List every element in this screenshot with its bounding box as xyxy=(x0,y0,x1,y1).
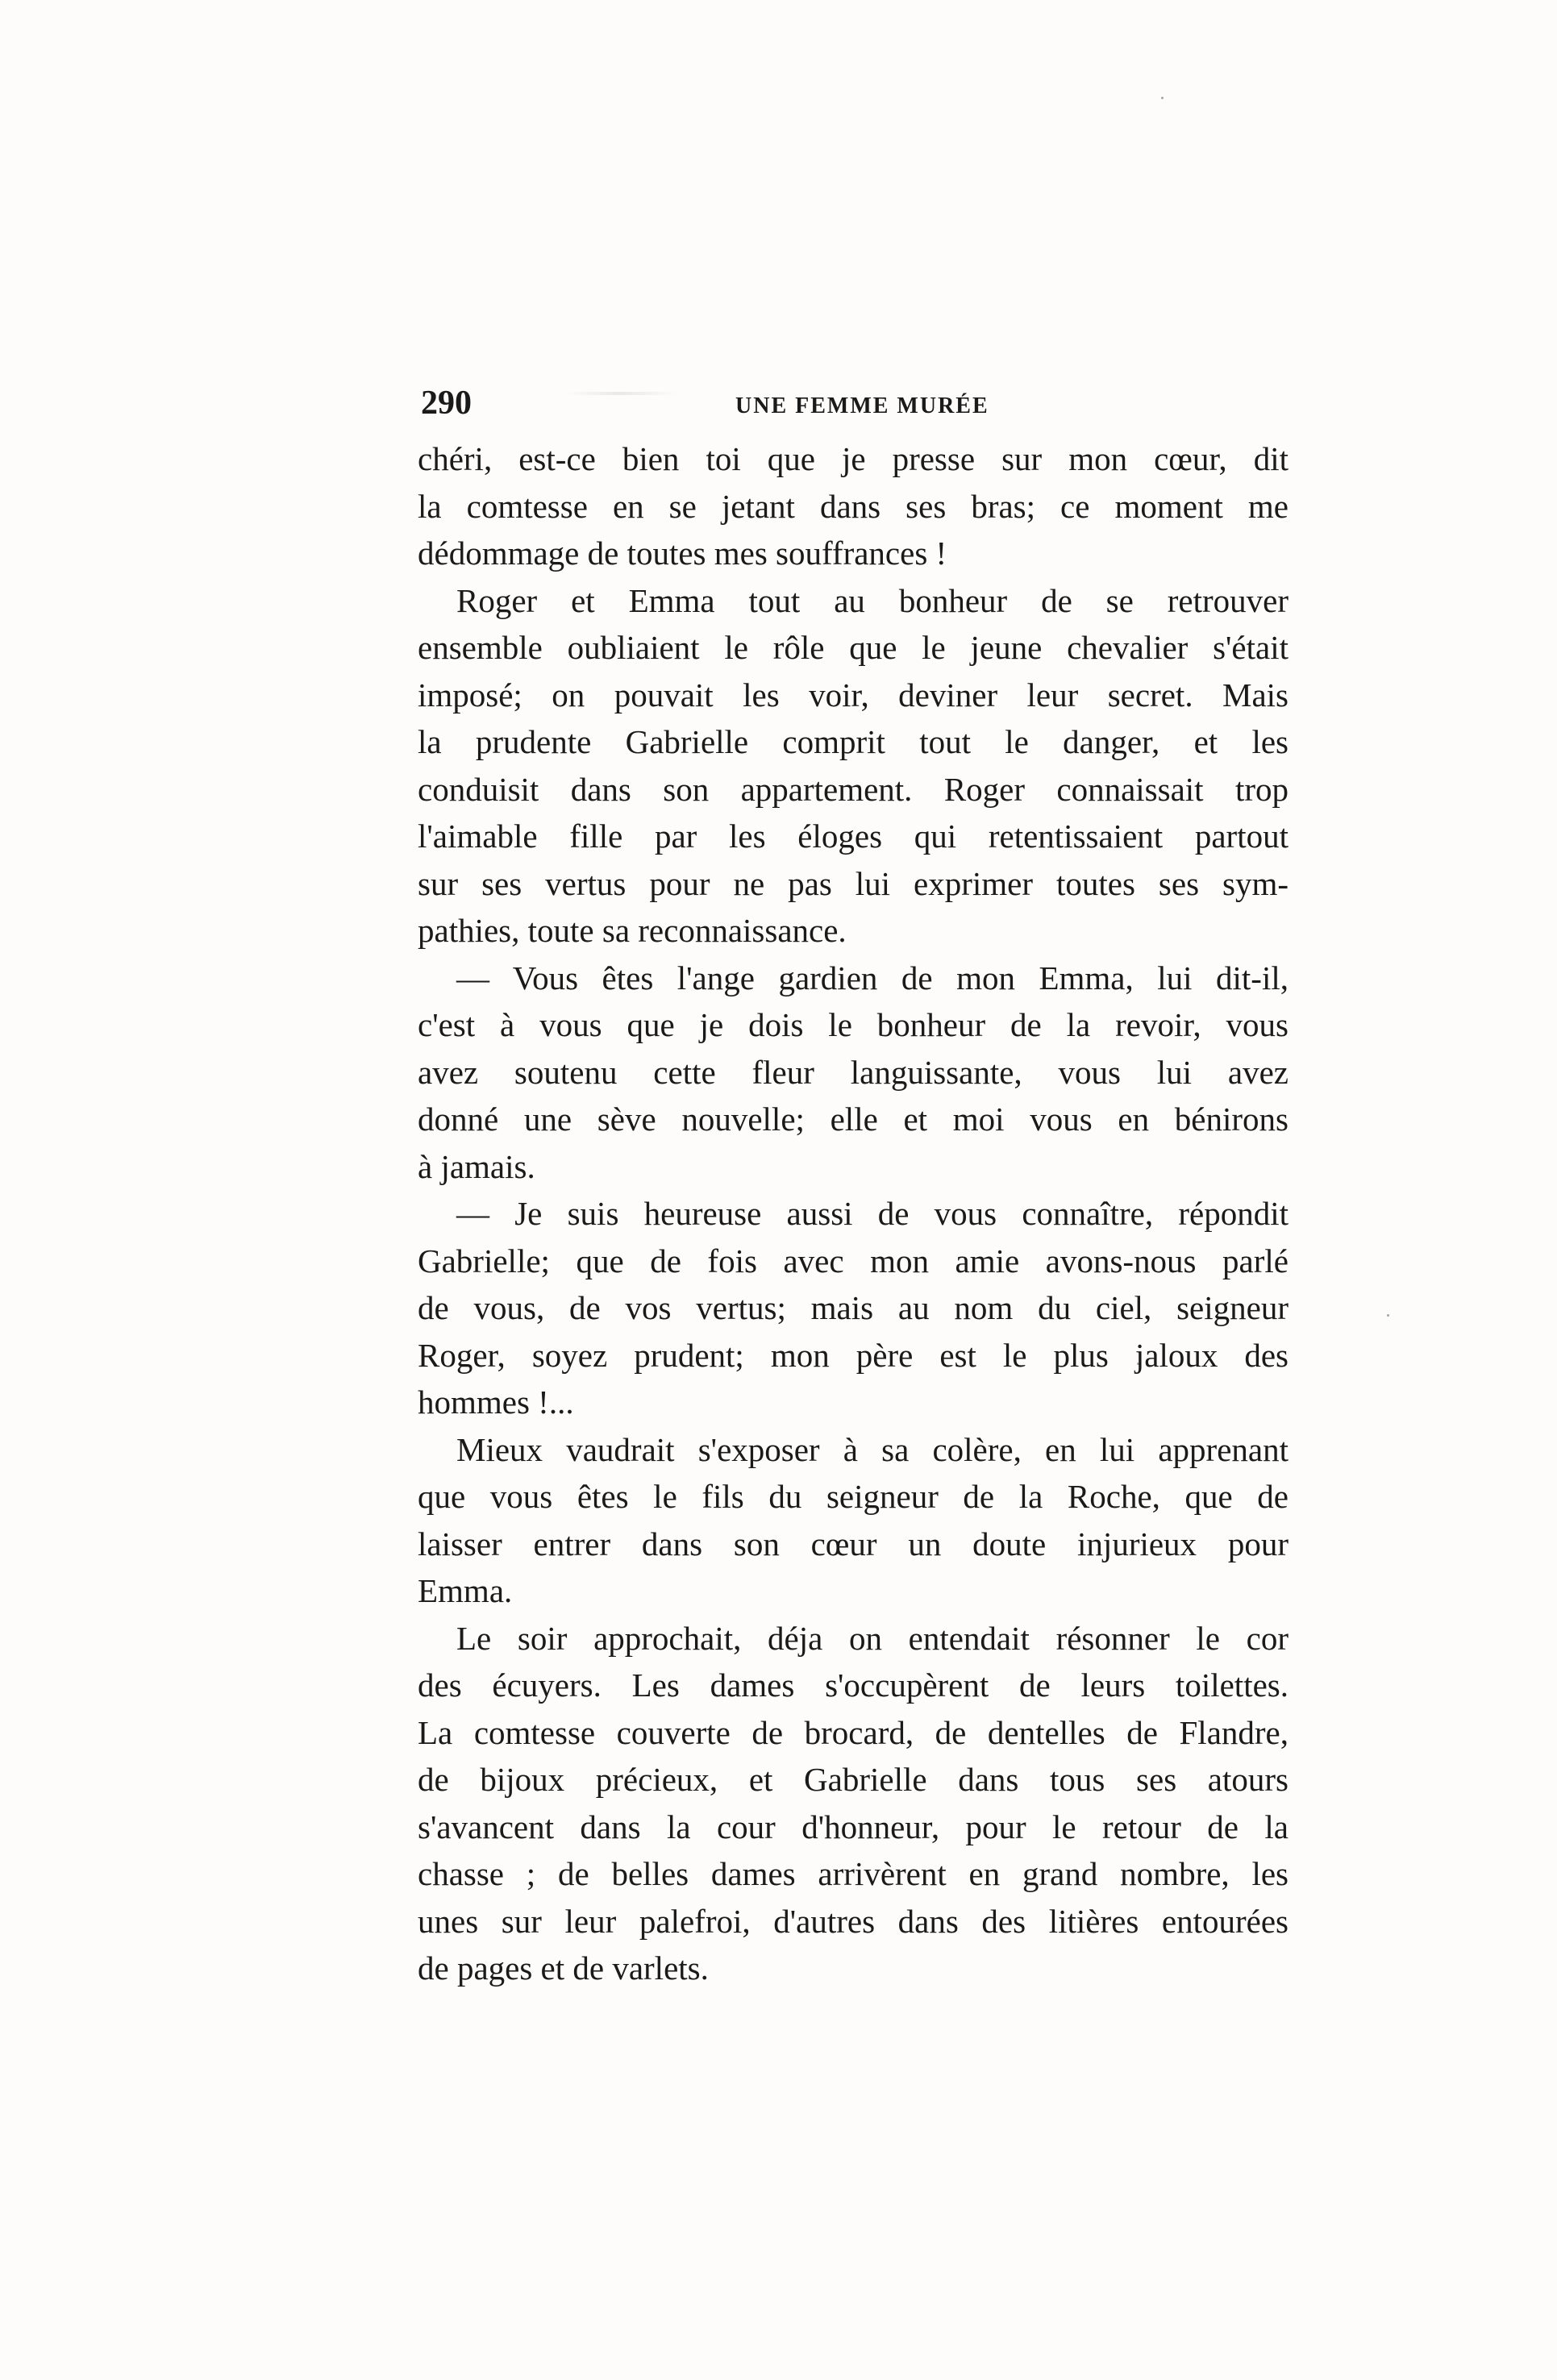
text-line: c'est à vous que je dois le bonheur de la revoir, vous xyxy=(418,1006,1288,1043)
text-line: s'avancent dans la cour d'honneur, pour le retour de la xyxy=(418,1808,1288,1845)
text-line: donné une sève nouvelle; elle et moi vous en bénirons xyxy=(418,1101,1288,1138)
text-line: de pages et de varlets. xyxy=(418,1949,709,1987)
text-line: Le soir approchait, déja on entendait résonner le cor xyxy=(456,1619,1288,1657)
text-line: — Je suis heureuse aussi de vous connaître, répondit xyxy=(456,1195,1288,1232)
text-line: Roger, soyez prudent; mon père est le plus jaloux des xyxy=(418,1336,1288,1374)
page-number: 290 xyxy=(421,385,472,422)
text-line: ensemble oubliaient le rôle que le jeune chevalier s'était xyxy=(418,629,1288,666)
text-line: de bijoux précieux, et Gabrielle dans tous ses atours xyxy=(418,1761,1288,1798)
text-line: que vous êtes le fils du seigneur de la Roche, que de xyxy=(418,1478,1288,1515)
text-line: la comtesse en se jetant dans ses bras; ce moment me xyxy=(418,487,1288,525)
text-line: avez soutenu cette fleur languissante, vous lui avez xyxy=(418,1053,1288,1091)
text-line: Gabrielle; que de fois avec mon amie avons-nous parlé xyxy=(418,1242,1288,1279)
text-line: pathies, toute sa reconnaissance. xyxy=(418,912,847,949)
text-line: Emma. xyxy=(418,1572,513,1609)
text-line: de vous, de vos vertus; mais au nom du ciel, seigneur xyxy=(418,1289,1288,1326)
text-line: des écuyers. Les dames s'occupèrent de leurs toilettes. xyxy=(418,1666,1288,1704)
text-line: sur ses vertus pour ne pas lui exprimer toutes ses sym- xyxy=(418,864,1288,902)
text-line: dédommage de toutes mes souffrances ! xyxy=(418,535,947,572)
text-line: — Vous êtes l'ange gardien de mon Emma, lui dit-il, xyxy=(456,959,1288,997)
text-line: chéri, est-ce bien toi que je presse sur mon cœur, dit xyxy=(418,440,1288,477)
text-line: Mieux vaudrait s'exposer à sa colère, en lui apprenant xyxy=(456,1430,1288,1468)
page-header xyxy=(421,379,1292,427)
text-line: à jamais. xyxy=(418,1147,535,1185)
text-line: imposé; on pouvait les voir, deviner leur secret. Mais xyxy=(418,676,1288,714)
text-line: laisser entrer dans son cœur un doute injurieux pour xyxy=(418,1525,1288,1562)
paper-speck xyxy=(710,1209,712,1212)
text-line: conduisit dans son appartement. Roger connaissait trop xyxy=(418,770,1288,808)
paper-speck xyxy=(1387,1314,1389,1317)
text-line: Roger et Emma tout au bonheur de se retrouver xyxy=(456,581,1288,619)
body-text xyxy=(418,435,1288,1992)
text-line: la prudente Gabrielle comprit tout le danger, et les xyxy=(418,723,1288,760)
paper-speck xyxy=(1161,97,1164,99)
running-title: UNE FEMME MURÉE xyxy=(735,393,989,418)
text-line: l'aimable fille par les éloges qui retentissaient partout xyxy=(418,818,1288,855)
text-line: unes sur leur palefroi, d'autres dans des litières entourées xyxy=(418,1902,1288,1940)
text-line: La comtesse couverte de brocard, de dentelles de Flandre, xyxy=(418,1713,1288,1751)
text-line: chasse ; de belles dames arrivèrent en grand nombre, les xyxy=(418,1855,1288,1892)
text-line: hommes !... xyxy=(418,1383,574,1421)
paper-speck xyxy=(1137,1363,1139,1365)
